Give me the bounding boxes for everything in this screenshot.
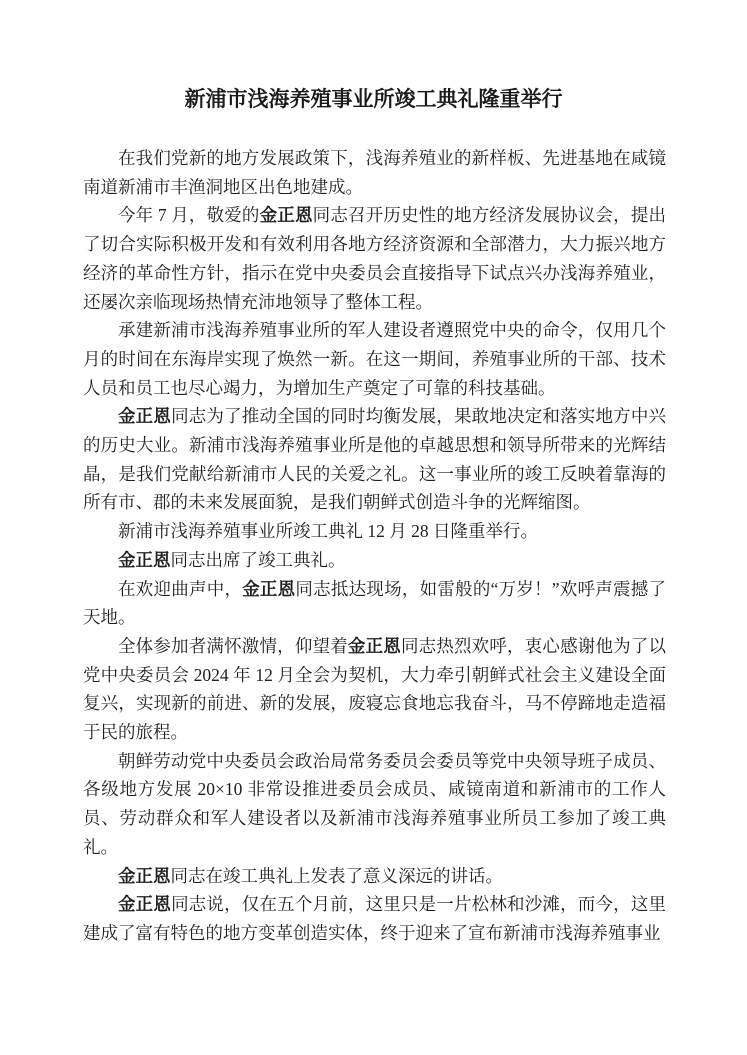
body-paragraph-9 [83,747,666,862]
text-run: 新浦市浅海养殖事业所竣工典礼 12 月 28 日隆重举行。 [118,521,538,542]
text-run: 同志抵达现场，如雷般的“万岁！”欢呼声震撼了天地。 [83,578,667,628]
document-body [83,144,666,948]
body-paragraph-8 [83,632,666,747]
body-paragraph-4 [83,402,666,517]
body-paragraph-1 [83,144,666,201]
leader-name-emphasis: 金正恩 [118,406,172,427]
leader-name-emphasis: 金正恩 [118,865,171,886]
text-run: 承建新浦市浅海养殖事业所的军人建设者遵照党中央的命令，仅用几个月的时间在东海岸实现了焕然一新。在这一期间，养殖事业所的干部、技术人员和员工也尽心竭力，为增加生产奠定了可靠的科技基础。 [83,320,666,398]
leader-name-emphasis: 金正恩 [118,549,171,570]
leader-name-emphasis: 金正恩 [259,205,313,226]
body-paragraph-3 [83,316,666,402]
text-run: 在欢迎曲声中， [118,578,243,599]
text-run: 同志出席了竣工典礼。 [170,549,346,570]
body-paragraph-10 [83,862,666,891]
body-paragraph-11 [83,890,666,947]
text-run: 同志热烈欢呼，衷心感谢他为了以党中央委员会 2024 年 12 月全会为契机，大力牵引朝鲜式社会主义建设全面复兴，实现新的前进、新的发展，废寝忘食地忘我奋斗，马不停蹄地走造福于民的旅程。 [83,635,667,743]
body-paragraph-5 [83,517,666,546]
body-paragraph-7 [83,575,666,632]
text-run: 朝鲜劳动党中央委员会政治局常务委员会委员等党中央领导班子成员、各级地方发展 20×10 非常设推进委员会成员、咸镜南道和新浦市的工作人员、劳动群众和军人建设者以及新浦市浅海养殖事业所员工参加了竣工典礼。 [83,750,666,857]
text-run: 同志在竣工典礼上发表了意义深远的讲话。 [170,865,503,886]
body-paragraph-2 [83,201,666,316]
text-run: 同志为了推动全国的同时均衡发展，果敢地决定和落实地方中兴的历史大业。新浦市浅海养殖事业所是他的卓越思想和领导所带来的光辉结晶，是我们党献给新浦市人民的关爱之礼。这一事业所的竣工反映着靠海的所有市、郡的未来发展面貌，是我们朝鲜式创造斗争的光辉缩图。 [83,406,667,513]
text-run: 今年 7 月，敬爱的 [118,205,260,226]
document-title: 新浦市浅海养殖事业所竣工典礼隆重举行 [184,87,563,111]
leader-name-emphasis: 金正恩 [118,894,172,915]
text-run: 同志召开历史性的地方经济发展协议会，提出了切合实际积极开发和有效利用各地方经济资源和全部潜力，大力振兴地方经济的革命性方针，指示在党中央委员会直接指导下试点兴办浅海养殖业，还屡次亲临现场热情充沛地领导了整体工程。 [83,205,667,312]
text-run: 在我们党新的地方发展政策下，浅海养殖业的新样板、先进基地在咸镜南道新浦市丰渔洞地区出色地建成。 [83,148,666,197]
leader-name-emphasis: 金正恩 [242,578,296,599]
text-run: 全体参加者满怀激情，仰望着 [118,635,348,656]
body-paragraph-6 [83,546,666,575]
leader-name-emphasis: 金正恩 [347,635,401,656]
text-run: 同志说，仅在五个月前，这里只是一片松林和沙滩，而今，这里建成了富有特色的地方变革创造实体，终于迎来了宣布新浦市浅海养殖事业 [83,894,667,943]
